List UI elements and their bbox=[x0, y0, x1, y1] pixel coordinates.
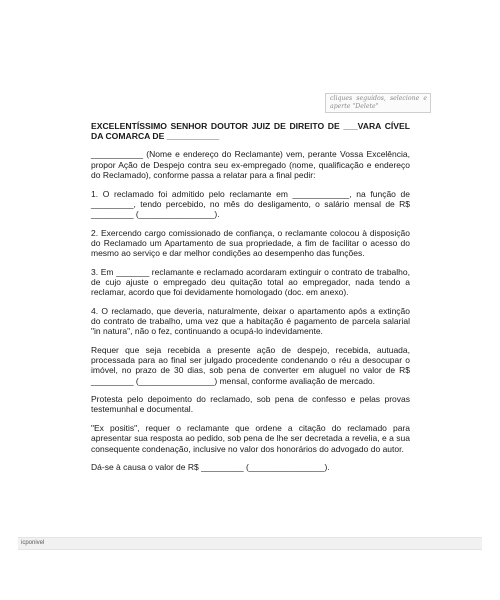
paragraph-1: 1. O reclamado foi admitido pelo reclamante em ____________, na função de _________, tendo percebido, no mês do desligamento, o salário mensal de R$ _________ (________________). bbox=[91, 188, 410, 219]
paragraph-2: 2. Exercendo cargo comissionado de confiança, o reclamante colocou à disposição do Reclamado um Apartamento de sua propriedade, a fim de facilitar o acesso do mesmo ao serviço e dar melhor condições ao desempenho das funções. bbox=[91, 227, 410, 259]
hint-note bbox=[325, 93, 431, 113]
paragraph-4: 4. O reclamado, que deveria, naturalmente, deixar o apartamento após a extinção do contrato de trabalho, uma vez que a habitação é pagamento de parcela salarial "in natura", não o fez, continuando a ocupá-lo indevidamente. bbox=[91, 305, 410, 337]
document-body bbox=[91, 121, 410, 481]
paragraph-3: 3. Em _______ reclamante e reclamado acordaram extinguir o contrato de trabalho, de cujo ajuste o empregado deu quitação total ao empregador, nada tendo a reclamar, acordo que foi devidamente homologado (doc. em anexo). bbox=[91, 266, 410, 298]
hint-text: cliques seguidos, selecione e aperte "Delete" bbox=[330, 95, 427, 110]
footer-text: icponivel bbox=[21, 540, 45, 546]
document-title: EXCELENTÍSSIMO SENHOR DOUTOR JUIZ DE DIREITO DE ___VARA CÍVEL DA COMARCA DE ___________ bbox=[91, 121, 410, 142]
footer-bar bbox=[18, 537, 482, 550]
paragraph-ex-positis: "Ex positis", requer o reclamante que ordene a citação do reclamado para apresentar sua resposta ao pedido, sob pena de lhe ser decretada a revelia, e a sua consequente condenação, inclusive no valor dos honorários do advogado do autor. bbox=[91, 423, 410, 454]
paragraph-intro: ___________ (Nome e endereço do Reclamante) vem, perante Vossa Excelência, propor Ação de Despejo contra seu ex-empregado (nome, qualificação e endereço do Reclamado), conforme passa a relatar para a final pedir: bbox=[91, 149, 410, 180]
paragraph-request: Requer que seja recebida a presente ação de despejo, recebida, autuada, processada para ao final ser julgado procedente condenando o réu a desocupar o imóvel, no prazo de 30 dias, sob pena de converter em aluguel no valor de R$ _________ (________________) mensal, conforme avaliação de mercado. bbox=[91, 344, 410, 386]
paragraph-value: Dá-se à causa o valor de R$ _________ (________________). bbox=[91, 462, 330, 473]
paragraph-protest: Protesta pelo depoimento do reclamado, sob pena de confesso e pelas provas testemunhal e documental. bbox=[91, 394, 410, 415]
